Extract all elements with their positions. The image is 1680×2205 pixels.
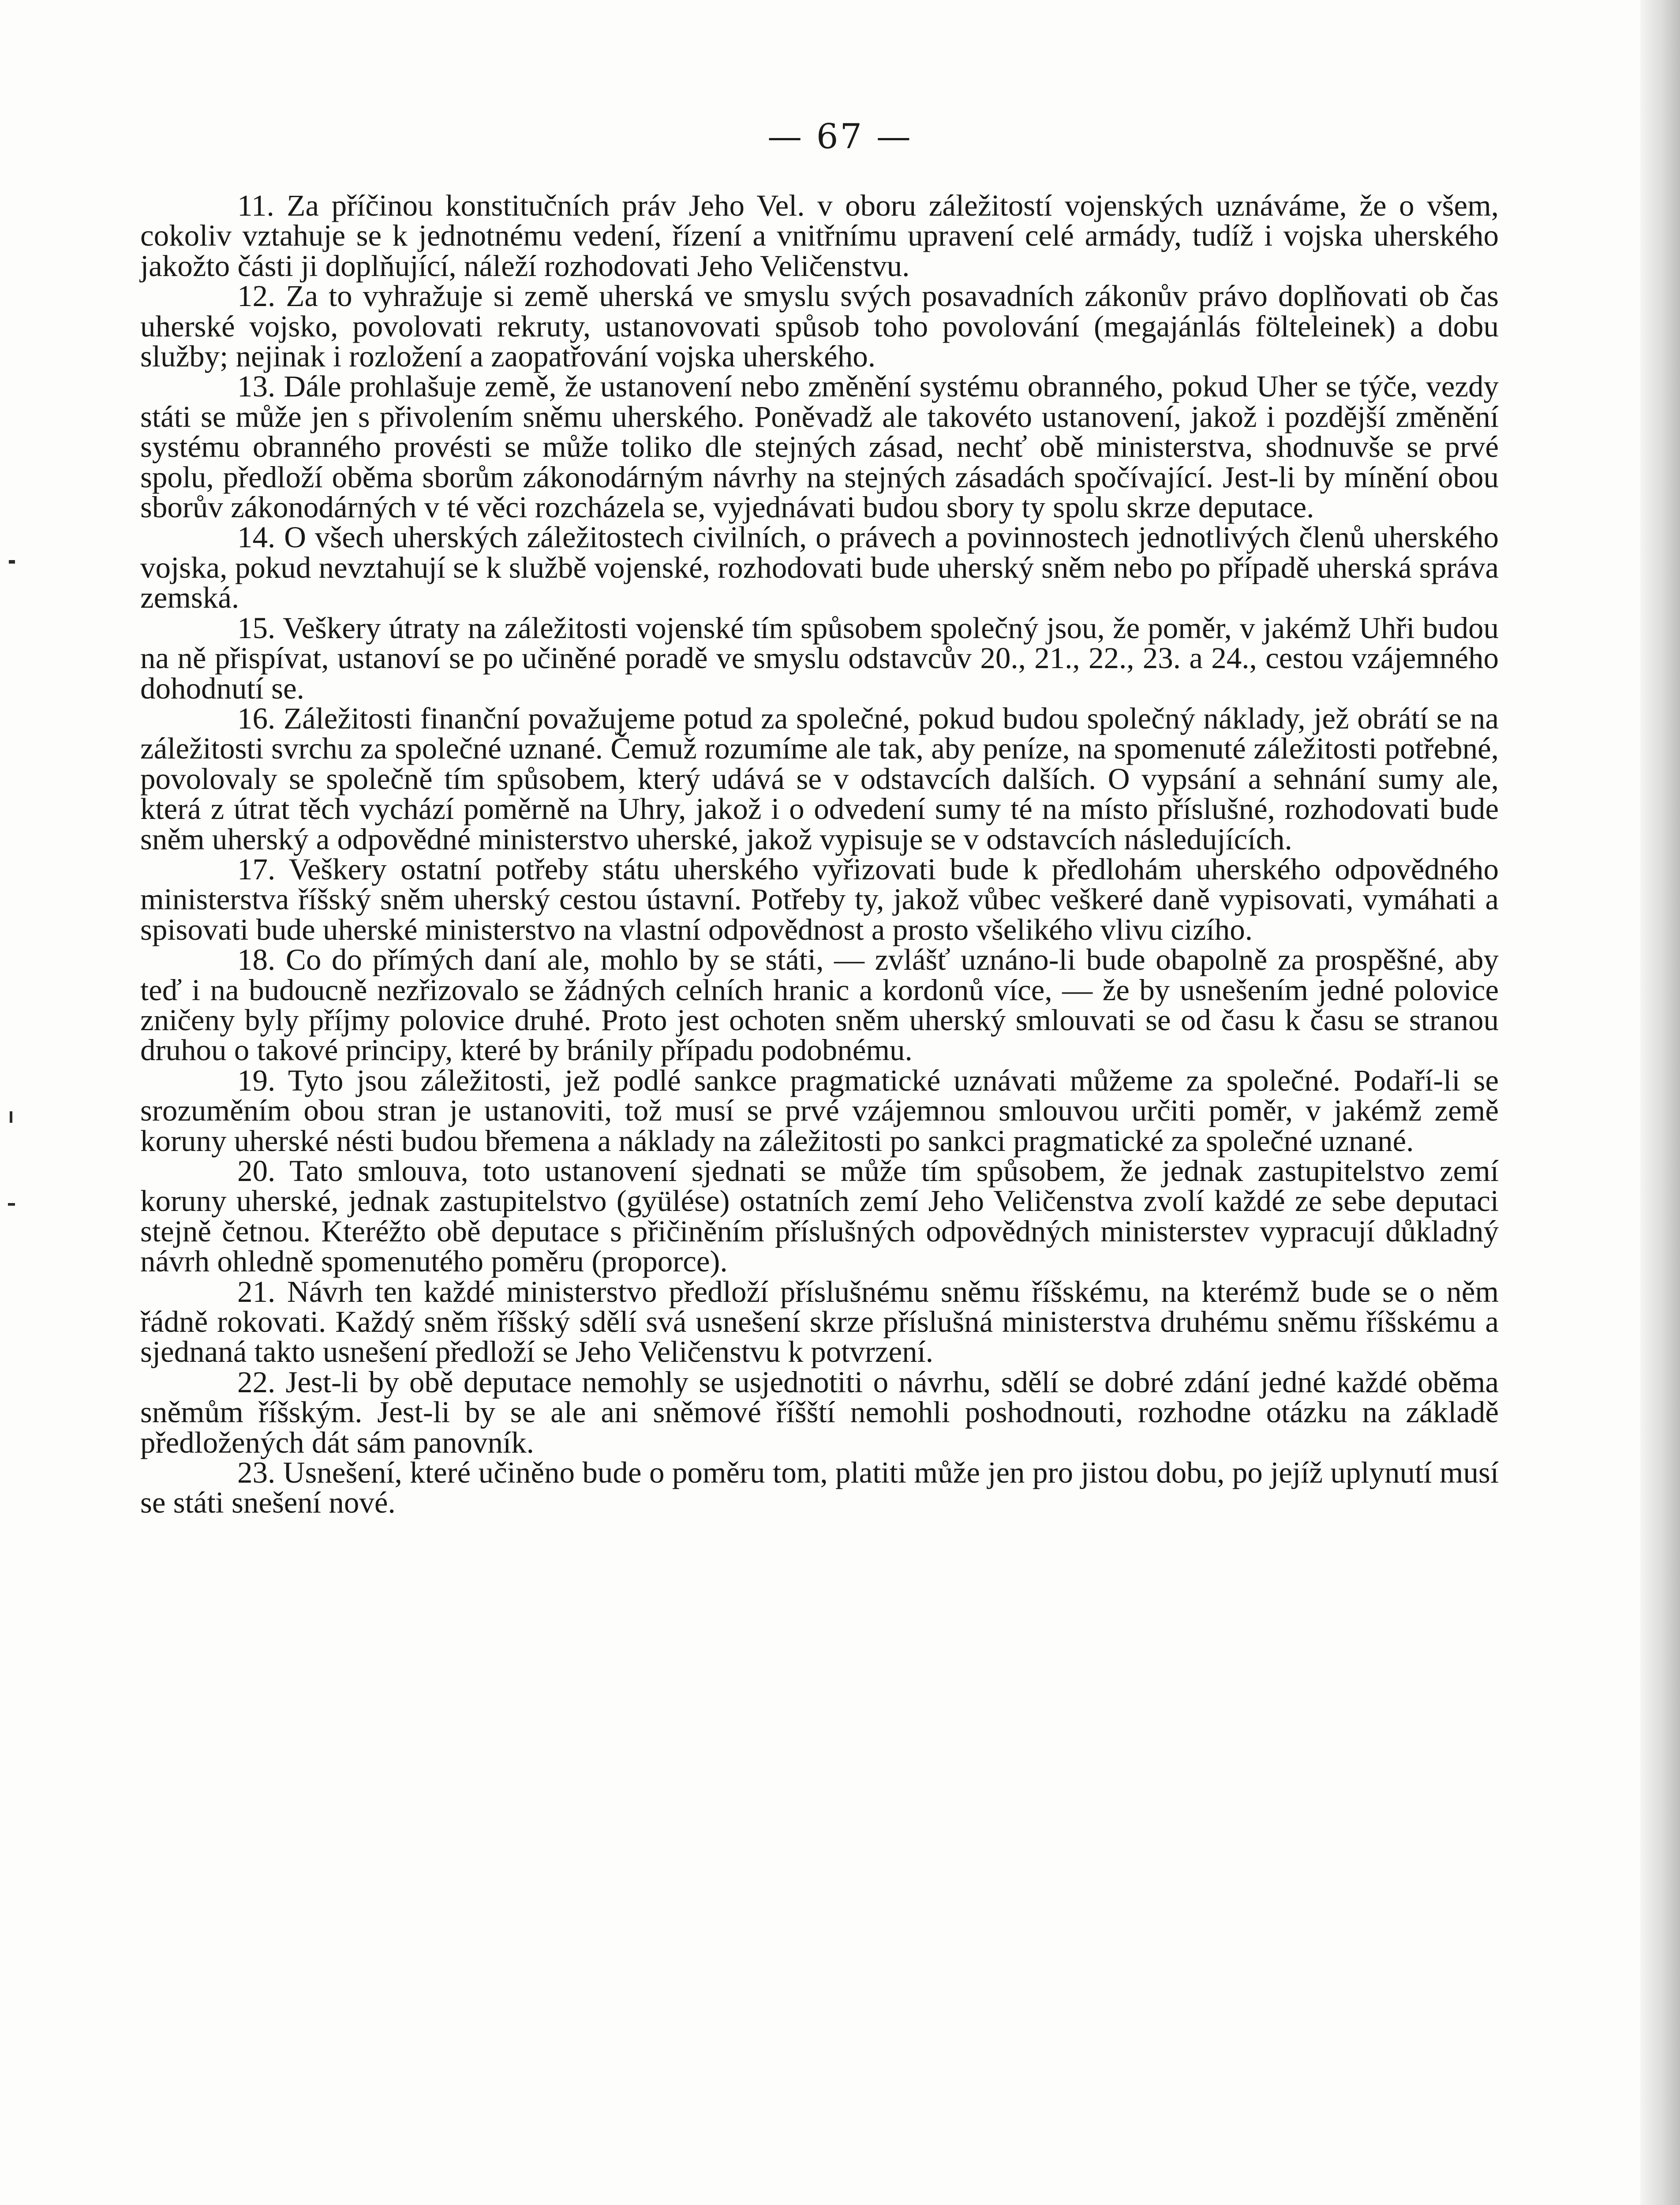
paragraph-21: 21. Návrh ten každé ministerstvo předloží příslušnému sněmu říšskému, na kterémž bude se o něm řádně rokovati. Každý sněm říšský sdělí svá usnešení skrze příslušná ministerstva druhému sněmu říšskému a sjednaná takto usnešení předloží se Jeho Veličenstvu k potvrzení.	[140, 1274, 1499, 1369]
body-text	[140, 191, 1499, 1518]
margin-tick-mark	[9, 560, 15, 564]
paragraph-15: 15. Veškery útraty na záležitosti vojenské tím spůsobem společný jsou, že poměr, v jakémž Uhři budou na ně přispívat, ustanoví se po učiněné poradě ve smyslu odstavcův 20., 21., 22., 23. a 24., cestou vzájemného dohodnutí se.	[140, 611, 1499, 705]
scan-edge-shadow	[1640, 0, 1680, 2205]
page-number: — 67 —	[767, 117, 913, 157]
paragraph-22: 22. Jest-li by obě deputace nemohly se usjednotiti o návrhu, sdělí se dobré zdání jedné každé oběma sněmům říšským. Jest-li by se ale ani sněmové říšští nemohli poshodnouti, rozhodne otázku na základě předložených dát sám panovník.	[140, 1365, 1499, 1459]
paragraph-19: 19. Tyto jsou záležitosti, jež podlé sankce pragmatické uznávati můžeme za společné. Podaří-li se srozuměním obou stran je ustanoviti, tož musí se prvé vzájemnou smlouvou určiti poměr, v jakémž země koruny uherské nésti budou břemena a náklady na záležitosti po sankci pragmatické za společné uznané.	[140, 1063, 1499, 1158]
margin-tick-mark	[8, 1203, 15, 1206]
paragraph-16: 16. Záležitosti finanční považujeme potud za společné, pokud budou společný náklady, jež obrátí se na záležitosti svrchu za společné uznané. Čemuž rozumíme ale tak, aby peníze, na spomenuté záležitosti potřebné, povolovaly se společně tím spůsobem, který udává se v odstavcích dalších. O vypsání a sehnání sumy ale, která z útrat těch vychází poměrně na Uhry, jakož i o odvedení sumy té na místo příslušné, rozhodovati bude sněm uherský a odpovědné ministerstvo uherské, jakož vypisuje se v odstavcích následujících.	[140, 701, 1499, 856]
paragraph-20: 20. Tato smlouva, toto ustanovení sjednati se může tím spůsobem, že jednak zastupitelstvo zemí koruny uherské, jednak zastupitelstvo (gyülése) ostatních zemí Jeho Veličenstva zvolí každé ze sebe deputaci stejně četnou. Kteréžto obě deputace s přičiněním příslušných odpovědných ministerstev vypracují důkladný návrh ohledně spomenutého poměru (proporce).	[140, 1154, 1499, 1278]
paragraph-17: 17. Veškery ostatní potřeby státu uherského vyřizovati bude k předlohám uherského odpovědného ministerstva říšský sněm uherský cestou ústavní. Potřeby ty, jakož vůbec veškeré daně vypisovati, vymáhati a spisovati bude uherské ministerstvo na vlastní odpovědnost a prosto všelikého vlivu cizího.	[140, 852, 1499, 946]
paragraph-13: 13. Dále prohlašuje země, že ustanovení nebo změnění systému obranného, pokud Uher se týče, vezdy státi se může jen s přivolením sněmu uherského. Poněvadž ale takovéto ustanovení, jakož i pozdější změnění systému obranného provésti se může toliko dle stejných zásad, nechť obě ministerstva, shodnuvše se prvé spolu, předloží oběma sborům zákonodárným návrhy na stejných zásadách spočívající. Jest-li by mínění obou sborův zákonodárných v té věci rozcházela se, vyjednávati budou sbory ty spolu skrze deputace.	[140, 370, 1499, 524]
paragraph-11: 11. Za příčinou konstitučních práv Jeho Vel. v oboru záležitostí vojenských uznáváme, že o všem, cokoliv vztahuje se k jednotnému vedení, řízení a vnitřnímu upravení celé armády, tudíž i vojska uherského jakožto části ji doplňující, náleží rozhodovati Jeho Veličenstvu.	[140, 189, 1499, 283]
margin-tick-mark	[10, 1111, 12, 1123]
paragraph-18: 18. Co do přímých daní ale, mohlo by se státi, — zvlášť uznáno-li bude obapolně za prospěšné, aby teď i na budoucně nezřizovalo se žádných celních hranic a kordonů více, — že by usnešením jedné polovice zničeny byly příjmy polovice druhé. Proto jest ochoten sněm uherský smlouvati se od času k času se stranou druhou o takové principy, které by bránily případu podobnému.	[140, 943, 1499, 1067]
paragraph-12: 12. Za to vyhražuje si země uherská ve smyslu svých posavadních zákonův právo doplňovati ob čas uherské vojsko, povolovati rekruty, ustanovovati spůsob toho povolování (megajánlás fölteleinek) a dobu služby; nejinak i rozložení a zaopatřování vojska uherského.	[140, 279, 1499, 374]
paragraph-14: 14. O všech uherských záležitostech civilních, o právech a povinnostech jednotlivých členů uherského vojska, pokud nevztahují se k službě vojenské, rozhodovati bude uherský sněm nebo po případě uherská správa zemská.	[140, 520, 1499, 615]
paragraph-23: 23. Usnešení, které učiněno bude o poměru tom, platiti může jen pro jistou dobu, po jejíž uplynutí musí se státi snešení nové.	[140, 1456, 1499, 1520]
